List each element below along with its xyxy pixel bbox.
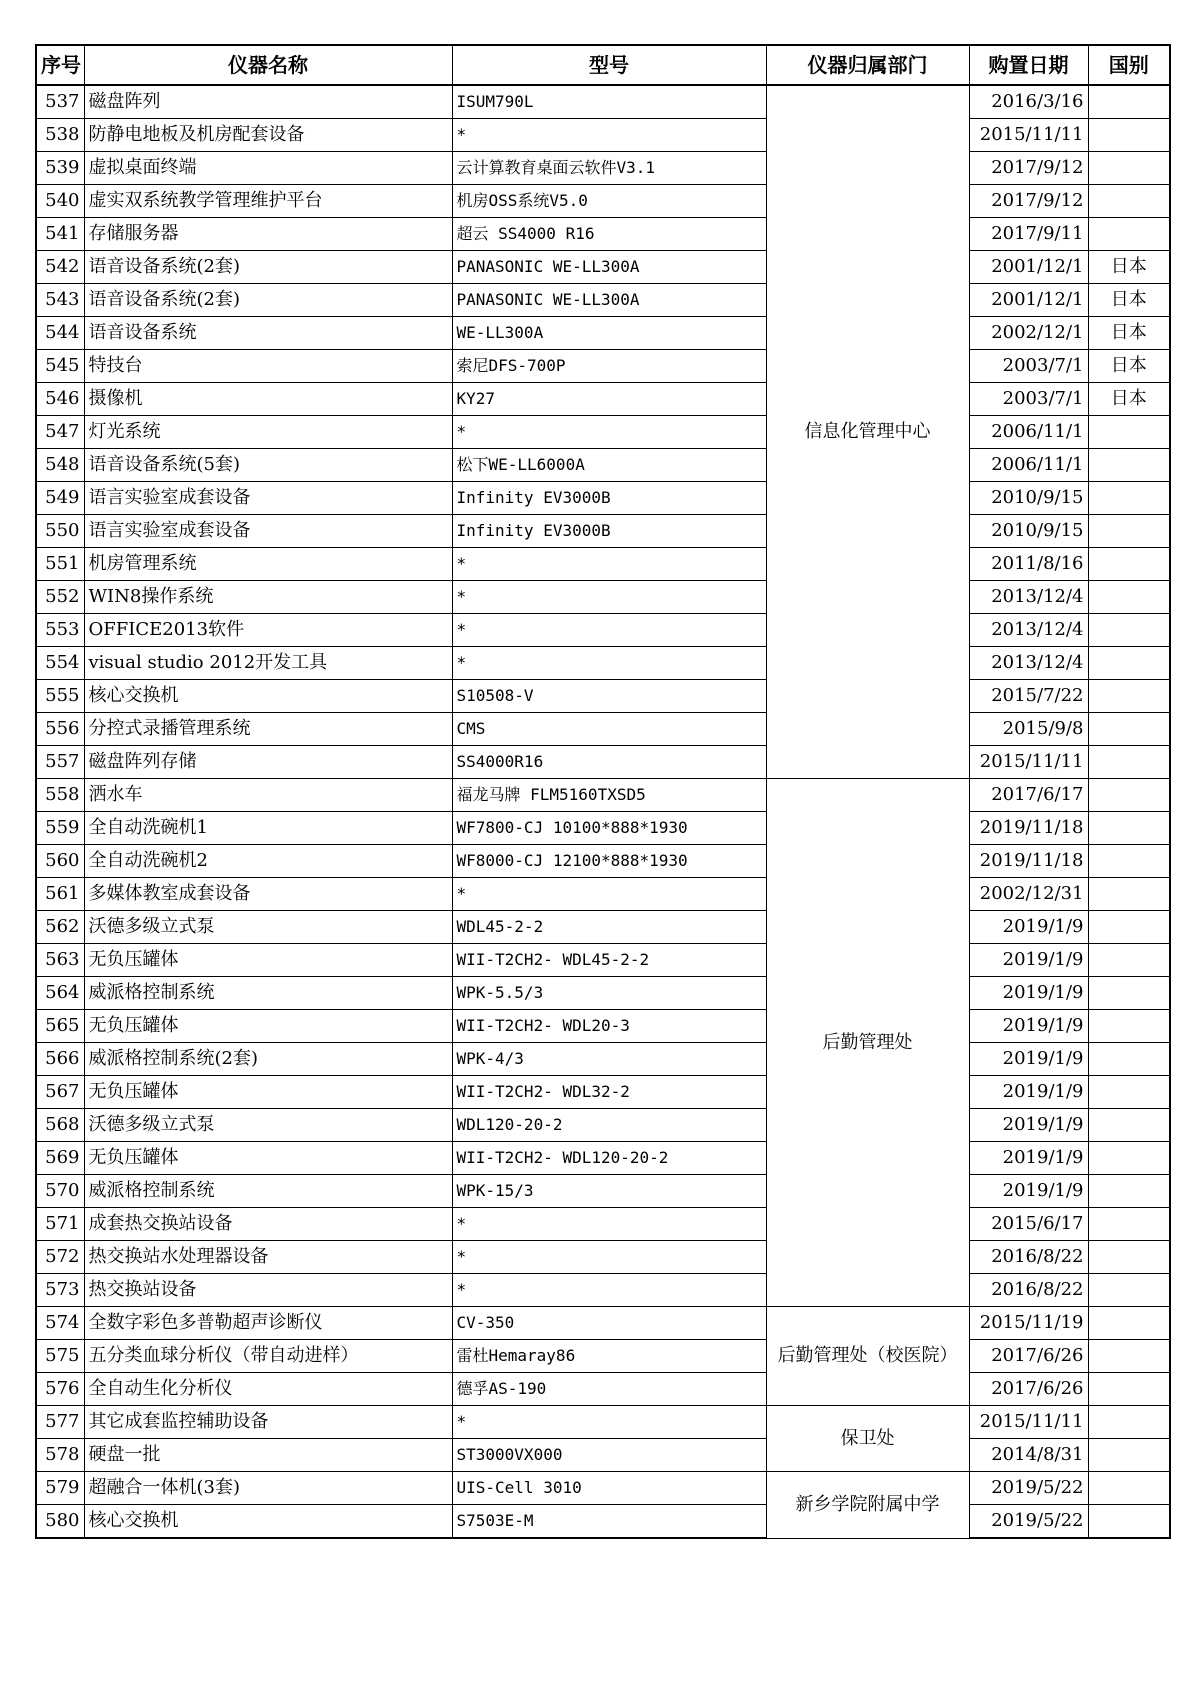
instrument-name-cell: 五分类血球分析仪（带自动进样）	[84, 1340, 452, 1373]
instrument-name-cell: 分控式录播管理系统	[84, 713, 452, 746]
country-cell	[1088, 680, 1170, 713]
purchase-date-cell: 2019/11/18	[969, 812, 1088, 845]
instrument-name-cell: 磁盘阵列存储	[84, 746, 452, 779]
table-row	[36, 383, 1170, 416]
instrument-name-cell: 其它成套监控辅助设备	[84, 1406, 452, 1439]
table-row	[36, 515, 1170, 548]
model-cell: *	[452, 878, 766, 911]
purchase-date-cell: 2003/7/1	[969, 350, 1088, 383]
purchase-date-cell: 2011/8/16	[969, 548, 1088, 581]
country-cell	[1088, 1274, 1170, 1307]
model-cell: ST3000VX000	[452, 1439, 766, 1472]
table-row	[36, 878, 1170, 911]
instrument-name-cell: 核心交换机	[84, 1505, 452, 1539]
country-cell	[1088, 1109, 1170, 1142]
country-cell	[1088, 581, 1170, 614]
model-cell: 云计算教育桌面云软件V3.1	[452, 152, 766, 185]
model-cell: WII-T2CH2- WDL20-3	[452, 1010, 766, 1043]
country-cell	[1088, 185, 1170, 218]
table-row	[36, 1373, 1170, 1406]
serial-no-cell: 549	[36, 482, 84, 515]
purchase-date-cell: 2013/12/4	[969, 614, 1088, 647]
table-row	[36, 1340, 1170, 1373]
table-row	[36, 713, 1170, 746]
country-cell	[1088, 416, 1170, 449]
country-cell	[1088, 944, 1170, 977]
purchase-date-cell: 2019/1/9	[969, 944, 1088, 977]
purchase-date-cell: 2019/5/22	[969, 1472, 1088, 1505]
country-cell	[1088, 713, 1170, 746]
table-header	[36, 45, 1170, 85]
model-cell: WE-LL300A	[452, 317, 766, 350]
country-cell	[1088, 218, 1170, 251]
serial-no-cell: 576	[36, 1373, 84, 1406]
purchase-date-cell: 2019/1/9	[969, 1175, 1088, 1208]
country-cell: 日本	[1088, 383, 1170, 416]
purchase-date-cell: 2017/9/11	[969, 218, 1088, 251]
country-cell	[1088, 1208, 1170, 1241]
model-cell: PANASONIC WE-LL300A	[452, 284, 766, 317]
instrument-name-cell: 全自动洗碗机1	[84, 812, 452, 845]
table-row	[36, 911, 1170, 944]
country-cell: 日本	[1088, 350, 1170, 383]
serial-no-cell: 570	[36, 1175, 84, 1208]
country-cell	[1088, 1406, 1170, 1439]
serial-no-cell: 546	[36, 383, 84, 416]
country-cell	[1088, 1505, 1170, 1539]
instrument-name-cell: 多媒体教室成套设备	[84, 878, 452, 911]
country-cell	[1088, 911, 1170, 944]
model-cell: 索尼DFS-700P	[452, 350, 766, 383]
country-cell	[1088, 1307, 1170, 1340]
header-purchase-date: 购置日期	[969, 45, 1088, 85]
serial-no-cell: 542	[36, 251, 84, 284]
department-cell: 新乡学院附属中学	[766, 1472, 969, 1539]
table-row	[36, 548, 1170, 581]
serial-no-cell: 578	[36, 1439, 84, 1472]
instrument-name-cell: 成套热交换站设备	[84, 1208, 452, 1241]
serial-no-cell: 539	[36, 152, 84, 185]
serial-no-cell: 571	[36, 1208, 84, 1241]
country-cell	[1088, 614, 1170, 647]
purchase-date-cell: 2002/12/31	[969, 878, 1088, 911]
table-row	[36, 1241, 1170, 1274]
model-cell: WF8000-CJ 12100*888*1930	[452, 845, 766, 878]
instrument-name-cell: 无负压罐体	[84, 1142, 452, 1175]
purchase-date-cell: 2019/11/18	[969, 845, 1088, 878]
model-cell: Infinity EV3000B	[452, 515, 766, 548]
serial-no-cell: 553	[36, 614, 84, 647]
country-cell	[1088, 878, 1170, 911]
model-cell: 福龙马牌 FLM5160TXSD5	[452, 779, 766, 812]
model-cell: KY27	[452, 383, 766, 416]
serial-no-cell: 557	[36, 746, 84, 779]
instrument-name-cell: 核心交换机	[84, 680, 452, 713]
model-cell: *	[452, 548, 766, 581]
table-row	[36, 944, 1170, 977]
model-cell: *	[452, 119, 766, 152]
header-serial-no: 序号	[36, 45, 84, 85]
purchase-date-cell: 2019/1/9	[969, 977, 1088, 1010]
model-cell: WPK-5.5/3	[452, 977, 766, 1010]
instrument-name-cell: 虚拟桌面终端	[84, 152, 452, 185]
table-row	[36, 85, 1170, 119]
serial-no-cell: 559	[36, 812, 84, 845]
table-row	[36, 1175, 1170, 1208]
purchase-date-cell: 2006/11/1	[969, 416, 1088, 449]
purchase-date-cell: 2019/1/9	[969, 1043, 1088, 1076]
purchase-date-cell: 2019/1/9	[969, 1142, 1088, 1175]
country-cell	[1088, 779, 1170, 812]
model-cell: *	[452, 1208, 766, 1241]
country-cell: 日本	[1088, 317, 1170, 350]
instrument-name-cell: 磁盘阵列	[84, 85, 452, 119]
country-cell	[1088, 482, 1170, 515]
serial-no-cell: 563	[36, 944, 84, 977]
table-row	[36, 152, 1170, 185]
instrument-name-cell: 无负压罐体	[84, 944, 452, 977]
purchase-date-cell: 2017/6/26	[969, 1373, 1088, 1406]
country-cell	[1088, 548, 1170, 581]
table-row	[36, 1109, 1170, 1142]
serial-no-cell: 540	[36, 185, 84, 218]
table-row	[36, 1439, 1170, 1472]
instrument-name-cell: 虚实双系统教学管理维护平台	[84, 185, 452, 218]
purchase-date-cell: 2015/7/22	[969, 680, 1088, 713]
table-row	[36, 284, 1170, 317]
country-cell	[1088, 845, 1170, 878]
table-row	[36, 845, 1170, 878]
model-cell: Infinity EV3000B	[452, 482, 766, 515]
model-cell: 德孚AS-190	[452, 1373, 766, 1406]
instrument-name-cell: 硬盘一批	[84, 1439, 452, 1472]
country-cell	[1088, 85, 1170, 119]
model-cell: *	[452, 416, 766, 449]
instrument-name-cell: 洒水车	[84, 779, 452, 812]
table-row	[36, 1274, 1170, 1307]
table-row	[36, 482, 1170, 515]
country-cell	[1088, 1373, 1170, 1406]
serial-no-cell: 579	[36, 1472, 84, 1505]
serial-no-cell: 543	[36, 284, 84, 317]
instrument-name-cell: WIN8操作系统	[84, 581, 452, 614]
purchase-date-cell: 2019/1/9	[969, 911, 1088, 944]
model-cell: WDL120-20-2	[452, 1109, 766, 1142]
country-cell	[1088, 1241, 1170, 1274]
instrument-name-cell: OFFICE2013软件	[84, 614, 452, 647]
country-cell	[1088, 1142, 1170, 1175]
instrument-name-cell: 存储服务器	[84, 218, 452, 251]
serial-no-cell: 548	[36, 449, 84, 482]
table-row	[36, 119, 1170, 152]
purchase-date-cell: 2019/1/9	[969, 1010, 1088, 1043]
instrument-name-cell: 全自动洗碗机2	[84, 845, 452, 878]
purchase-date-cell: 2003/7/1	[969, 383, 1088, 416]
instrument-name-cell: 防静电地板及机房配套设备	[84, 119, 452, 152]
serial-no-cell: 560	[36, 845, 84, 878]
serial-no-cell: 575	[36, 1340, 84, 1373]
country-cell	[1088, 1340, 1170, 1373]
purchase-date-cell: 2017/6/26	[969, 1340, 1088, 1373]
country-cell	[1088, 746, 1170, 779]
serial-no-cell: 552	[36, 581, 84, 614]
country-cell	[1088, 1439, 1170, 1472]
purchase-date-cell: 2015/11/11	[969, 119, 1088, 152]
instrument-name-cell: 超融合一体机(3套)	[84, 1472, 452, 1505]
table-row	[36, 977, 1170, 1010]
table-row	[36, 449, 1170, 482]
purchase-date-cell: 2017/9/12	[969, 185, 1088, 218]
purchase-date-cell: 2010/9/15	[969, 482, 1088, 515]
country-cell: 日本	[1088, 284, 1170, 317]
model-cell: UIS-Cell 3010	[452, 1472, 766, 1505]
serial-no-cell: 551	[36, 548, 84, 581]
country-cell	[1088, 977, 1170, 1010]
purchase-date-cell: 2015/9/8	[969, 713, 1088, 746]
model-cell: SS4000R16	[452, 746, 766, 779]
country-cell	[1088, 647, 1170, 680]
purchase-date-cell: 2019/5/22	[969, 1505, 1088, 1539]
purchase-date-cell: 2010/9/15	[969, 515, 1088, 548]
purchase-date-cell: 2014/8/31	[969, 1439, 1088, 1472]
serial-no-cell: 544	[36, 317, 84, 350]
serial-no-cell: 573	[36, 1274, 84, 1307]
table-row	[36, 1208, 1170, 1241]
model-cell: 松下WE-LL6000A	[452, 449, 766, 482]
table-row	[36, 1307, 1170, 1340]
instrument-name-cell: 全数字彩色多普勒超声诊断仪	[84, 1307, 452, 1340]
department-cell: 保卫处	[766, 1406, 969, 1472]
instrument-name-cell: 摄像机	[84, 383, 452, 416]
purchase-date-cell: 2001/12/1	[969, 251, 1088, 284]
header-department: 仪器归属部门	[766, 45, 969, 85]
serial-no-cell: 562	[36, 911, 84, 944]
serial-no-cell: 564	[36, 977, 84, 1010]
table-row	[36, 647, 1170, 680]
instrument-name-cell: 无负压罐体	[84, 1010, 452, 1043]
table-row	[36, 1142, 1170, 1175]
serial-no-cell: 558	[36, 779, 84, 812]
instrument-name-cell: 全自动生化分析仪	[84, 1373, 452, 1406]
model-cell: WF7800-CJ 10100*888*1930	[452, 812, 766, 845]
purchase-date-cell: 2015/11/11	[969, 746, 1088, 779]
instrument-name-cell: 语音设备系统	[84, 317, 452, 350]
instrument-name-cell: 威派格控制系统	[84, 977, 452, 1010]
serial-no-cell: 545	[36, 350, 84, 383]
purchase-date-cell: 2013/12/4	[969, 581, 1088, 614]
model-cell: *	[452, 1241, 766, 1274]
model-cell: 雷杜Hemaray86	[452, 1340, 766, 1373]
serial-no-cell: 580	[36, 1505, 84, 1539]
table-row	[36, 416, 1170, 449]
model-cell: *	[452, 647, 766, 680]
instrument-name-cell: 语言实验室成套设备	[84, 482, 452, 515]
table-body	[36, 85, 1170, 1538]
serial-no-cell: 541	[36, 218, 84, 251]
purchase-date-cell: 2019/1/9	[969, 1076, 1088, 1109]
model-cell: *	[452, 1406, 766, 1439]
serial-no-cell: 574	[36, 1307, 84, 1340]
purchase-date-cell: 2001/12/1	[969, 284, 1088, 317]
instrument-name-cell: 灯光系统	[84, 416, 452, 449]
table-row	[36, 1472, 1170, 1505]
instrument-name-cell: 沃德多级立式泵	[84, 1109, 452, 1142]
instrument-name-cell: 无负压罐体	[84, 1076, 452, 1109]
table-row	[36, 614, 1170, 647]
serial-no-cell: 555	[36, 680, 84, 713]
purchase-date-cell: 2017/9/12	[969, 152, 1088, 185]
header-row	[36, 45, 1170, 85]
table-row	[36, 1043, 1170, 1076]
country-cell	[1088, 1043, 1170, 1076]
purchase-date-cell: 2002/12/1	[969, 317, 1088, 350]
department-cell: 后勤管理处（校医院）	[766, 1307, 969, 1406]
instrument-name-cell: visual studio 2012开发工具	[84, 647, 452, 680]
table-row	[36, 1076, 1170, 1109]
purchase-date-cell: 2016/3/16	[969, 85, 1088, 119]
purchase-date-cell: 2019/1/9	[969, 1109, 1088, 1142]
instrument-name-cell: 语音设备系统(5套)	[84, 449, 452, 482]
instrument-name-cell: 机房管理系统	[84, 548, 452, 581]
table-row	[36, 812, 1170, 845]
model-cell: CV-350	[452, 1307, 766, 1340]
serial-no-cell: 572	[36, 1241, 84, 1274]
model-cell: PANASONIC WE-LL300A	[452, 251, 766, 284]
serial-no-cell: 547	[36, 416, 84, 449]
model-cell: WII-T2CH2- WDL45-2-2	[452, 944, 766, 977]
table-row	[36, 680, 1170, 713]
table-row	[36, 1406, 1170, 1439]
serial-no-cell: 561	[36, 878, 84, 911]
department-cell: 信息化管理中心	[766, 85, 969, 779]
model-cell: S10508-V	[452, 680, 766, 713]
serial-no-cell: 550	[36, 515, 84, 548]
model-cell: *	[452, 581, 766, 614]
country-cell	[1088, 1076, 1170, 1109]
serial-no-cell: 569	[36, 1142, 84, 1175]
purchase-date-cell: 2015/11/11	[969, 1406, 1088, 1439]
model-cell: *	[452, 1274, 766, 1307]
model-cell: WPK-15/3	[452, 1175, 766, 1208]
purchase-date-cell: 2016/8/22	[969, 1274, 1088, 1307]
table-row	[36, 581, 1170, 614]
purchase-date-cell: 2016/8/22	[969, 1241, 1088, 1274]
serial-no-cell: 537	[36, 85, 84, 119]
serial-no-cell: 565	[36, 1010, 84, 1043]
table-row	[36, 218, 1170, 251]
header-country: 国别	[1088, 45, 1170, 85]
country-cell	[1088, 1175, 1170, 1208]
table-row	[36, 317, 1170, 350]
serial-no-cell: 538	[36, 119, 84, 152]
header-model: 型号	[452, 45, 766, 85]
instrument-name-cell: 特技台	[84, 350, 452, 383]
table-row	[36, 1010, 1170, 1043]
instrument-name-cell: 语言实验室成套设备	[84, 515, 452, 548]
country-cell	[1088, 152, 1170, 185]
model-cell: WII-T2CH2- WDL32-2	[452, 1076, 766, 1109]
country-cell	[1088, 1010, 1170, 1043]
instrument-name-cell: 沃德多级立式泵	[84, 911, 452, 944]
serial-no-cell: 554	[36, 647, 84, 680]
header-instrument-name: 仪器名称	[84, 45, 452, 85]
model-cell: WPK-4/3	[452, 1043, 766, 1076]
model-cell: CMS	[452, 713, 766, 746]
model-cell: WII-T2CH2- WDL120-20-2	[452, 1142, 766, 1175]
model-cell: *	[452, 614, 766, 647]
serial-no-cell: 577	[36, 1406, 84, 1439]
serial-no-cell: 566	[36, 1043, 84, 1076]
instrument-name-cell: 语音设备系统(2套)	[84, 284, 452, 317]
instrument-name-cell: 威派格控制系统	[84, 1175, 452, 1208]
instrument-name-cell: 语音设备系统(2套)	[84, 251, 452, 284]
model-cell: ISUM790L	[452, 85, 766, 119]
country-cell	[1088, 119, 1170, 152]
instrument-name-cell: 威派格控制系统(2套)	[84, 1043, 452, 1076]
table-row	[36, 746, 1170, 779]
country-cell	[1088, 515, 1170, 548]
department-cell: 后勤管理处	[766, 779, 969, 1307]
country-cell	[1088, 1472, 1170, 1505]
equipment-table	[35, 44, 1171, 1539]
table-row	[36, 779, 1170, 812]
purchase-date-cell: 2006/11/1	[969, 449, 1088, 482]
country-cell: 日本	[1088, 251, 1170, 284]
serial-no-cell: 568	[36, 1109, 84, 1142]
instrument-name-cell: 热交换站设备	[84, 1274, 452, 1307]
serial-no-cell: 556	[36, 713, 84, 746]
instrument-name-cell: 热交换站水处理器设备	[84, 1241, 452, 1274]
table-row	[36, 1505, 1170, 1539]
country-cell	[1088, 812, 1170, 845]
table-row	[36, 251, 1170, 284]
table-row	[36, 185, 1170, 218]
serial-no-cell: 567	[36, 1076, 84, 1109]
model-cell: 超云 SS4000 R16	[452, 218, 766, 251]
model-cell: WDL45-2-2	[452, 911, 766, 944]
table-row	[36, 350, 1170, 383]
model-cell: S7503E-M	[452, 1505, 766, 1539]
purchase-date-cell: 2017/6/17	[969, 779, 1088, 812]
purchase-date-cell: 2015/6/17	[969, 1208, 1088, 1241]
country-cell	[1088, 449, 1170, 482]
model-cell: 机房OSS系统V5.0	[452, 185, 766, 218]
purchase-date-cell: 2015/11/19	[969, 1307, 1088, 1340]
purchase-date-cell: 2013/12/4	[969, 647, 1088, 680]
